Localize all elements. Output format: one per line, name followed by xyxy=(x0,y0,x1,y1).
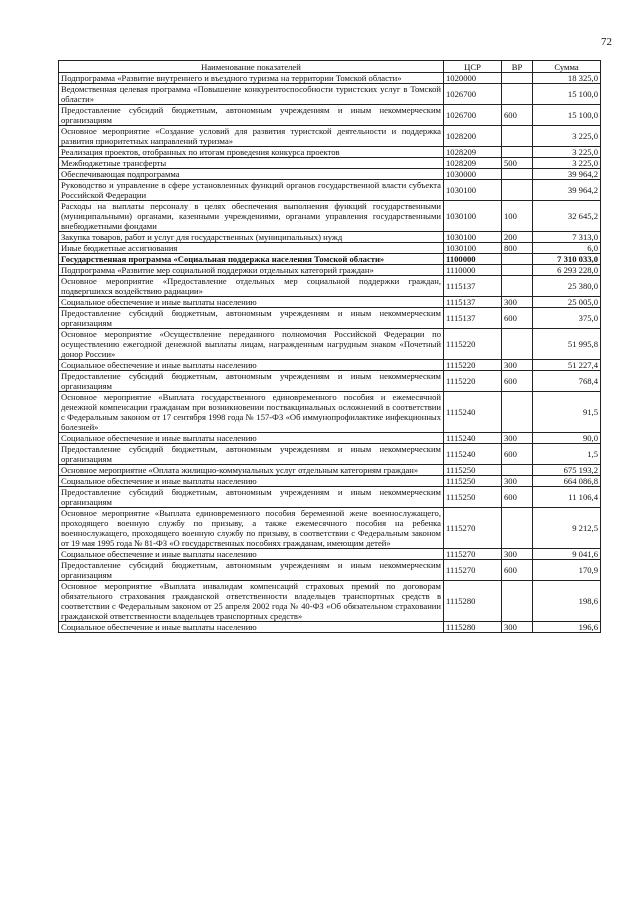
row-vr-cell: 600 xyxy=(502,308,533,329)
row-name-cell: Межбюджетные трансферты xyxy=(59,158,444,169)
row-vr-cell: 300 xyxy=(502,476,533,487)
row-name-cell: Подпрограмма «Развитие мер социальной поддержки отдельных категорий граждан» xyxy=(59,265,444,276)
row-csr-cell: 1115240 xyxy=(444,433,502,444)
row-name-cell: Расходы на выплаты персоналу в целях обеспечения выполнения функций государственными (муниципальными) органами, казенными учреждениями, органами управления государственными внебюджетными фондами xyxy=(59,201,444,232)
row-sum-cell: 3 225,0 xyxy=(533,126,601,147)
table-row xyxy=(59,126,601,147)
row-vr-cell: 600 xyxy=(502,444,533,465)
row-vr-cell xyxy=(502,329,533,360)
table-row xyxy=(59,105,601,126)
table-row xyxy=(59,158,601,169)
row-csr-cell: 1028209 xyxy=(444,158,502,169)
row-csr-cell: 1115280 xyxy=(444,622,502,633)
row-name-cell: Социальное обеспечение и иные выплаты населению xyxy=(59,549,444,560)
row-sum-cell: 6,0 xyxy=(533,243,601,254)
row-sum-cell: 39 964,2 xyxy=(533,169,601,180)
row-sum-cell: 198,6 xyxy=(533,581,601,622)
row-sum-cell: 7 313,0 xyxy=(533,232,601,243)
row-sum-cell: 196,6 xyxy=(533,622,601,633)
row-name-cell: Ведомственная целевая программа «Повышение конкурентоспособности туристских услуг в Томской области» xyxy=(59,84,444,105)
row-csr-cell: 1115240 xyxy=(444,444,502,465)
table-row xyxy=(59,73,601,84)
row-vr-cell: 600 xyxy=(502,371,533,392)
row-name-cell: Руководство и управление в сфере установленных функций органов государственной власти субъекта Российской Федерации xyxy=(59,180,444,201)
row-name-cell: Закупка товаров, работ и услуг для государственных (муниципальных) нужд xyxy=(59,232,444,243)
row-vr-cell xyxy=(502,147,533,158)
row-csr-cell: 1115250 xyxy=(444,476,502,487)
row-csr-cell: 1115250 xyxy=(444,465,502,476)
row-csr-cell: 1030000 xyxy=(444,169,502,180)
row-vr-cell: 300 xyxy=(502,622,533,633)
row-csr-cell: 1026700 xyxy=(444,105,502,126)
row-name-cell: Иные бюджетные ассигнования xyxy=(59,243,444,254)
row-sum-cell: 90,0 xyxy=(533,433,601,444)
row-csr-cell: 1026700 xyxy=(444,84,502,105)
row-csr-cell: 1115270 xyxy=(444,549,502,560)
row-vr-cell xyxy=(502,581,533,622)
row-sum-cell: 375,0 xyxy=(533,308,601,329)
row-name-cell: Основное мероприятие «Выплата государственного единовременного пособия и ежемесячной денежной компенсации гражданам при возникновении поствакцинальных осложнений в соответствии с Федеральным законом от 17 сентября 1998 года № 157-ФЗ «Об иммунопрофилактике инфекционных болезней» xyxy=(59,392,444,433)
row-name-cell: Предоставление субсидий бюджетным, автономным учреждениям и иным некоммерческим организациям xyxy=(59,371,444,392)
row-csr-cell: 1028209 xyxy=(444,147,502,158)
row-sum-cell: 1,5 xyxy=(533,444,601,465)
row-sum-cell: 7 310 033,0 xyxy=(533,254,601,265)
row-name-cell: Предоставление субсидий бюджетным, автономным учреждениям и иным некоммерческим организациям xyxy=(59,444,444,465)
row-vr-cell: 200 xyxy=(502,232,533,243)
row-sum-cell: 51 227,4 xyxy=(533,360,601,371)
header-sum: Сумма xyxy=(533,61,601,73)
table-row xyxy=(59,254,601,265)
row-sum-cell: 15 100,0 xyxy=(533,84,601,105)
row-name-cell: Основное мероприятие «Выплата единовременного пособия беременной жене военнослужащего, проходящего военную службу по призыву, а также ежемесячного пособия на ребенка военнослужащего, проходящего военную службу по призыву, в соответствии с Федеральным законом от 19 мая 1995 года № 81-ФЗ «О государственных пособиях гражданам, имеющим детей» xyxy=(59,508,444,549)
row-sum-cell: 25 005,0 xyxy=(533,297,601,308)
page-number: 72 xyxy=(601,36,612,48)
row-vr-cell: 800 xyxy=(502,243,533,254)
row-name-cell: Социальное обеспечение и иные выплаты населению xyxy=(59,622,444,633)
row-sum-cell: 3 225,0 xyxy=(533,158,601,169)
row-csr-cell: 1115220 xyxy=(444,371,502,392)
row-vr-cell xyxy=(502,126,533,147)
row-csr-cell: 1115250 xyxy=(444,487,502,508)
table-row xyxy=(59,169,601,180)
table-row xyxy=(59,549,601,560)
row-csr-cell: 1110000 xyxy=(444,265,502,276)
table-row xyxy=(59,622,601,633)
row-name-cell: Обеспечивающая подпрограмма xyxy=(59,169,444,180)
table-row xyxy=(59,147,601,158)
budget-table xyxy=(58,60,601,633)
row-vr-cell: 300 xyxy=(502,297,533,308)
row-csr-cell: 1115270 xyxy=(444,508,502,549)
row-name-cell: Основное мероприятие «Выплата инвалидам компенсаций страховых премий по договорам обязательного страхования гражданской ответственности владельцев транспортных средств в соответствии с Федеральным законом от 25 апреля 2002 года № 40-ФЗ «Об обязательном страховании гражданской ответственности владельцев транспортных средств» xyxy=(59,581,444,622)
row-csr-cell: 1115137 xyxy=(444,276,502,297)
row-csr-cell: 1030100 xyxy=(444,201,502,232)
table-row xyxy=(59,560,601,581)
row-csr-cell: 1028200 xyxy=(444,126,502,147)
header-name: Наименование показателей xyxy=(59,61,444,73)
row-name-cell: Социальное обеспечение и иные выплаты населению xyxy=(59,433,444,444)
row-sum-cell: 675 193,2 xyxy=(533,465,601,476)
row-sum-cell: 91,5 xyxy=(533,392,601,433)
row-csr-cell: 1115280 xyxy=(444,581,502,622)
row-vr-cell xyxy=(502,169,533,180)
row-vr-cell xyxy=(502,180,533,201)
table-row xyxy=(59,360,601,371)
table-row xyxy=(59,265,601,276)
row-name-cell: Предоставление субсидий бюджетным, автономным учреждениям и иным некоммерческим организациям xyxy=(59,105,444,126)
table-row xyxy=(59,201,601,232)
row-csr-cell: 1030100 xyxy=(444,232,502,243)
table-row xyxy=(59,371,601,392)
table-row xyxy=(59,180,601,201)
row-name-cell: Предоставление субсидий бюджетным, автономным учреждениям и иным некоммерческим организациям xyxy=(59,560,444,581)
table-row xyxy=(59,581,601,622)
row-csr-cell: 1115220 xyxy=(444,329,502,360)
row-sum-cell: 51 995,8 xyxy=(533,329,601,360)
table-row xyxy=(59,392,601,433)
row-csr-cell: 1030100 xyxy=(444,243,502,254)
row-sum-cell: 9 041,6 xyxy=(533,549,601,560)
table-row xyxy=(59,308,601,329)
row-csr-cell: 1115220 xyxy=(444,360,502,371)
row-vr-cell: 300 xyxy=(502,360,533,371)
table-header-row xyxy=(59,61,601,73)
row-csr-cell: 1115137 xyxy=(444,297,502,308)
row-csr-cell: 1115270 xyxy=(444,560,502,581)
header-csr: ЦСР xyxy=(444,61,502,73)
table-row xyxy=(59,329,601,360)
row-sum-cell: 18 325,0 xyxy=(533,73,601,84)
row-vr-cell: 600 xyxy=(502,487,533,508)
row-vr-cell: 500 xyxy=(502,158,533,169)
table-row xyxy=(59,243,601,254)
header-vr: ВР xyxy=(502,61,533,73)
row-csr-cell: 1115137 xyxy=(444,308,502,329)
row-csr-cell: 1030100 xyxy=(444,180,502,201)
table-row xyxy=(59,465,601,476)
row-name-cell: Основное мероприятие «Предоставление отдельных мер социальной поддержки граждан, подвергшихся воздействию радиации» xyxy=(59,276,444,297)
row-sum-cell: 3 225,0 xyxy=(533,147,601,158)
row-vr-cell: 600 xyxy=(502,105,533,126)
row-vr-cell xyxy=(502,392,533,433)
row-vr-cell xyxy=(502,73,533,84)
row-name-cell: Реализация проектов, отобранных по итогам проведения конкурса проектов xyxy=(59,147,444,158)
row-sum-cell: 170,9 xyxy=(533,560,601,581)
row-vr-cell: 100 xyxy=(502,201,533,232)
row-csr-cell: 1115240 xyxy=(444,392,502,433)
row-sum-cell: 32 645,2 xyxy=(533,201,601,232)
table-row xyxy=(59,444,601,465)
row-name-cell: Предоставление субсидий бюджетным, автономным учреждениям и иным некоммерческим организациям xyxy=(59,308,444,329)
row-csr-cell: 1100000 xyxy=(444,254,502,265)
row-vr-cell: 600 xyxy=(502,560,533,581)
table-row xyxy=(59,84,601,105)
row-vr-cell xyxy=(502,508,533,549)
row-sum-cell: 25 380,0 xyxy=(533,276,601,297)
row-vr-cell: 300 xyxy=(502,433,533,444)
table-row xyxy=(59,487,601,508)
row-sum-cell: 6 293 228,0 xyxy=(533,265,601,276)
row-vr-cell xyxy=(502,265,533,276)
row-vr-cell xyxy=(502,84,533,105)
row-sum-cell: 39 964,2 xyxy=(533,180,601,201)
row-name-cell: Социальное обеспечение и иные выплаты населению xyxy=(59,476,444,487)
row-name-cell: Основное мероприятие «Оплата жилищно-коммунальных услуг отдельным категориям граждан» xyxy=(59,465,444,476)
row-name-cell: Социальное обеспечение и иные выплаты населению xyxy=(59,360,444,371)
row-vr-cell: 300 xyxy=(502,549,533,560)
row-sum-cell: 15 100,0 xyxy=(533,105,601,126)
row-vr-cell xyxy=(502,465,533,476)
row-sum-cell: 768,4 xyxy=(533,371,601,392)
row-sum-cell: 9 212,5 xyxy=(533,508,601,549)
row-name-cell: Основное мероприятие «Создание условий для развития туристской деятельности и поддержка развития приоритетных направлений туризма» xyxy=(59,126,444,147)
table-row xyxy=(59,433,601,444)
row-name-cell: Предоставление субсидий бюджетным, автономным учреждениям и иным некоммерческим организациям xyxy=(59,487,444,508)
row-vr-cell xyxy=(502,276,533,297)
table-row xyxy=(59,476,601,487)
table-row xyxy=(59,232,601,243)
row-sum-cell: 11 106,4 xyxy=(533,487,601,508)
table-row xyxy=(59,508,601,549)
row-csr-cell: 1020000 xyxy=(444,73,502,84)
row-name-cell: Основное мероприятие «Осуществление переданного полномочия Российской Федерации по осуществлению ежегодной денежной выплаты лицам, награжденным нагрудным знаком «Почетный донор России» xyxy=(59,329,444,360)
table-body xyxy=(59,73,601,633)
row-vr-cell xyxy=(502,254,533,265)
row-name-cell: Подпрограмма «Развитие внутреннего и въездного туризма на территории Томской области» xyxy=(59,73,444,84)
row-name-cell: Социальное обеспечение и иные выплаты населению xyxy=(59,297,444,308)
table-row xyxy=(59,297,601,308)
row-sum-cell: 664 086,8 xyxy=(533,476,601,487)
row-name-cell: Государственная программа «Социальная поддержка населения Томской области» xyxy=(59,254,444,265)
table-row xyxy=(59,276,601,297)
